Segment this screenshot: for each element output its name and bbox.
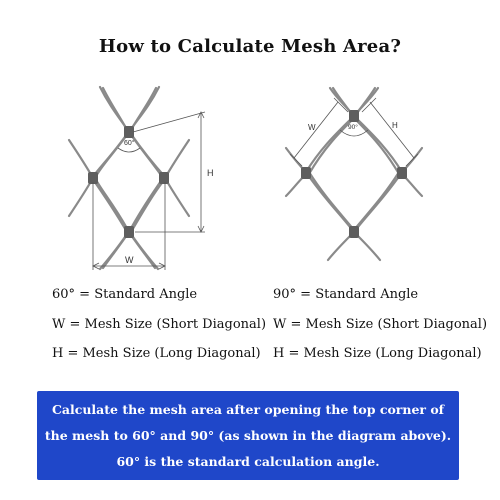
mesh-diagram-60 (55, 82, 240, 277)
left-width-description: W = Mesh Size (Short Diagonal) (52, 317, 267, 332)
mesh-60-height-label: H (207, 168, 214, 178)
right-width-description: W = Mesh Size (Short Diagonal) (273, 317, 488, 332)
mesh-60-width-label: W (125, 255, 134, 265)
mesh-60-outer-right (165, 140, 189, 178)
mesh-90-knot-top (349, 110, 359, 122)
mesh-60-right-side (129, 132, 163, 232)
mesh-90-width-label: W (308, 123, 316, 132)
mesh-60-svg (55, 82, 240, 277)
mesh-60-left-side (95, 132, 129, 232)
note-line-3: 60° is the standard calculation angle. (116, 453, 380, 469)
mesh-diagram-90 (282, 82, 442, 267)
mesh-90-angle-label: 90° (348, 124, 358, 131)
mesh-60-angle-arc (118, 148, 140, 152)
left-angle-description: 60° = Standard Angle (52, 287, 198, 302)
right-angle-description: 90° = Standard Angle (273, 287, 419, 302)
note-line-2: the mesh to 60° and 90° (as shown in the diagram above). (44, 427, 452, 443)
mesh-60-knot-bottom (124, 226, 134, 238)
mesh-90-height-label: H (392, 121, 398, 130)
mesh-90-knot-left (301, 167, 311, 179)
page-title: How to Calculate Mesh Area? (98, 36, 402, 57)
mesh-60-wires (69, 87, 189, 269)
note-line-1: Calculate the mesh area after opening the top corner of (51, 401, 445, 417)
mesh-90-knot-right (397, 167, 407, 179)
mesh-60-knot-top (124, 126, 134, 138)
calculation-note-banner (37, 391, 459, 480)
mesh-60-top-arms (100, 87, 159, 132)
mesh-90-knot-bottom (349, 226, 359, 238)
mesh-90-svg (282, 82, 442, 267)
left-height-description: H = Mesh Size (Long Diagonal) (52, 346, 261, 361)
mesh-60-knot-right (159, 172, 169, 184)
right-height-description: H = Mesh Size (Long Diagonal) (273, 346, 482, 361)
mesh-60-angle-label: 60° (124, 140, 135, 147)
